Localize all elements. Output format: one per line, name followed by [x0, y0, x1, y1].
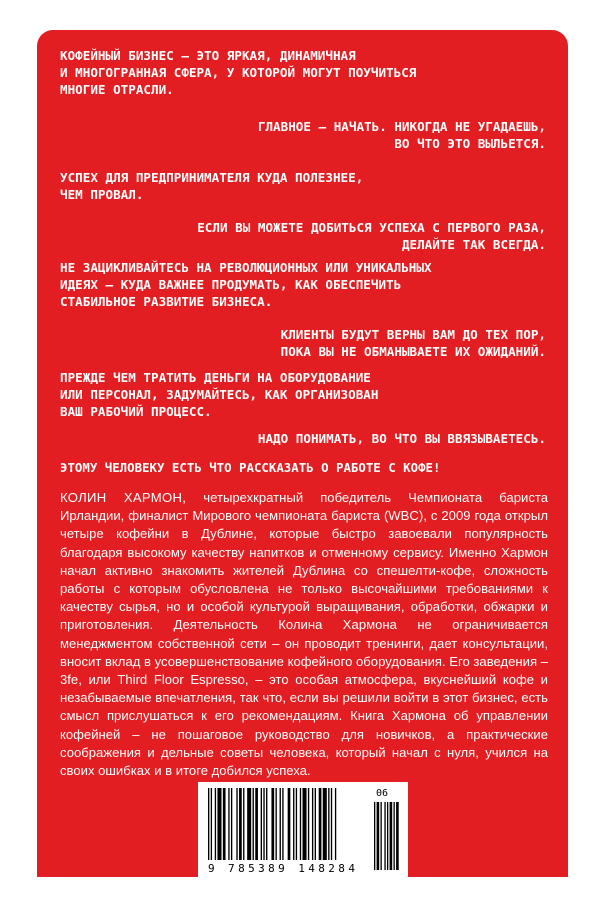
- barcode-bar: [261, 788, 262, 860]
- barcode-addon-bar: [390, 802, 393, 870]
- barcode-bar: [236, 788, 237, 860]
- barcode-bar: [217, 788, 221, 860]
- author-bio: [60, 489, 548, 780]
- barcode-bar: [315, 788, 316, 860]
- barcode-bar: [266, 788, 267, 860]
- barcode-addon-bar: [384, 802, 385, 870]
- barcode-bar: [211, 788, 212, 860]
- quote-2: ГЛАВНОЕ – НАЧАТЬ. НИКОГДА НЕ УГАДАЕШЬ, ВО ЧТО ЭТО ВЫЛЬЕТСЯ.: [257, 119, 546, 151]
- barcode-bar: [288, 788, 291, 860]
- barcode-bar: [303, 788, 307, 860]
- barcode-bar: [308, 788, 309, 860]
- quote-6: КЛИЕНТЫ БУДУТ ВЕРНЫ ВАМ ДО ТЕХ ПОР, ПОКА ВЫ НЕ ОБМАНЫВАЕТЕ ИХ ОЖИДАНИЙ.: [280, 327, 546, 359]
- barcode-bar: [280, 788, 281, 860]
- barcode-bar: [263, 788, 264, 860]
- quote-5: НЕ ЗАЦИКЛИВАЙТЕСЬ НА РЕВОЛЮЦИОННЫХ ИЛИ УНИКАЛЬНЫХ ИДЕЯХ – КУДА ВАЖНЕЕ ПРОДУМАТЬ, КАК ОБЕСПЕЧИТЬ СТАБИЛЬНОЕ РАЗВИТИЕ БИЗНЕСА.: [60, 260, 432, 309]
- author-name: КОЛИН ХАРМОН,: [60, 490, 187, 505]
- quote-3: УСПЕХ ДЛЯ ПРЕДПРИНИМАТЕЛЯ КУДА ПОЛЕЗНЕЕ, ЧЕМ ПРОВАЛ.: [60, 170, 364, 202]
- barcode-bar: [239, 788, 242, 860]
- barcode-bar: [282, 788, 283, 860]
- barcode-bar: [323, 788, 327, 860]
- barcode-bar: [335, 788, 336, 860]
- barcode-addon-bar: [396, 802, 399, 870]
- back-cover: [37, 30, 568, 877]
- barcode-addon-bar: [381, 802, 382, 870]
- barcode-bar: [253, 788, 254, 860]
- barcode-bar: [293, 788, 294, 860]
- barcode-bar: [296, 788, 297, 860]
- barcode-bar: [271, 788, 274, 860]
- barcode: [198, 782, 408, 879]
- barcode-bar: [255, 788, 258, 860]
- barcode-bar: [319, 788, 322, 860]
- barcode-addon-bar: [394, 802, 395, 870]
- quote-8: НАДО ПОНИМАТЬ, ВО ЧТО ВЫ ВВЯЗЫВАЕТЕСЬ.: [257, 431, 546, 446]
- barcode-addon: 06: [376, 788, 389, 799]
- barcode-bar: [276, 788, 277, 860]
- barcode-bar: [331, 788, 332, 860]
- quote-7: ПРЕЖДЕ ЧЕМ ТРАТИТЬ ДЕНЬГИ НА ОБОРУДОВАНИЕ ИЛИ ПЕРСОНАЛ, ЗАДУМАЙТЕСЬ, КАК ОРГАНИЗОВАН ВАШ РАБОЧИЙ ПРОЦЕСС.: [60, 370, 379, 419]
- barcode-bar: [215, 788, 216, 860]
- barcode-bar: [208, 788, 209, 860]
- barcode-addon-bar: [374, 802, 375, 870]
- barcode-bar: [228, 788, 229, 860]
- barcode-bar: [247, 788, 251, 860]
- barcode-bar: [243, 788, 244, 860]
- author-bio-text: четырехкратный победитель Чемпионата бариста Ирландии, финалист Мирового чемпионата бариста (WBC), с 2009 года открыл четыре кофейни в Дублине, которые быстро завоевали популярность благодаря высокому качеству напитков и отменному сервису. Именно Хармон начал активно знакомить жителей Дублина со спешелти-кофе, сложность работы с которым обусловлена не только высочайшими требованиями к качеству сырья, но и особой культурой выращивания, обработки, обжарки и приготовления. Деятельность Колина Хармона не ограничивается менеджментом собственной сети – он проводит тренинги, дает консультации, вносит вклад в усовершенствование кофейного оборудования. Его заведения – 3fe, или Third Floor Espresso, – это особая атмосфера, вкуснейший кофе и незабываемые впечатления, так что, если вы решили войти в этот бизнес, есть смысл прислушаться к его рекомендациям. Книга Хармона об управлении кофейней – не пошаговое руководство для новичков, а практические соображения и дельные советы человека, который начал с нуля, учился на своих ошибках и в итоге добился успеха.: [60, 490, 548, 779]
- barcode-addon-bar: [377, 802, 380, 870]
- barcode-bar: [223, 788, 226, 860]
- barcode-bar: [231, 788, 232, 860]
- barcode-bar: [328, 788, 329, 860]
- quote-1: КОФЕЙНЫЙ БИЗНЕС – ЭТО ЯРКАЯ, ДИНАМИЧНАЯ И МНОГОГРАННАЯ СФЕРА, У КОТОРОЙ МОГУТ ПОУЧИТЬСЯ МНОГИЕ ОТРАСЛИ.: [60, 48, 417, 97]
- barcode-bar: [312, 788, 313, 860]
- headline: ЭТОМУ ЧЕЛОВЕКУ ЕСТЬ ЧТО РАССКАЗАТЬ О РАБОТЕ С КОФЕ!: [60, 460, 441, 475]
- barcode-bar: [300, 788, 301, 860]
- quote-4: ЕСЛИ ВЫ МОЖЕТЕ ДОБИТЬСЯ УСПЕХА С ПЕРВОГО РАЗА, ДЕЛАЙТЕ ТАК ВСЕГДА.: [197, 220, 546, 252]
- barcode-addon-bar: [387, 802, 388, 870]
- barcode-digits: 9 785389 148284: [208, 862, 359, 875]
